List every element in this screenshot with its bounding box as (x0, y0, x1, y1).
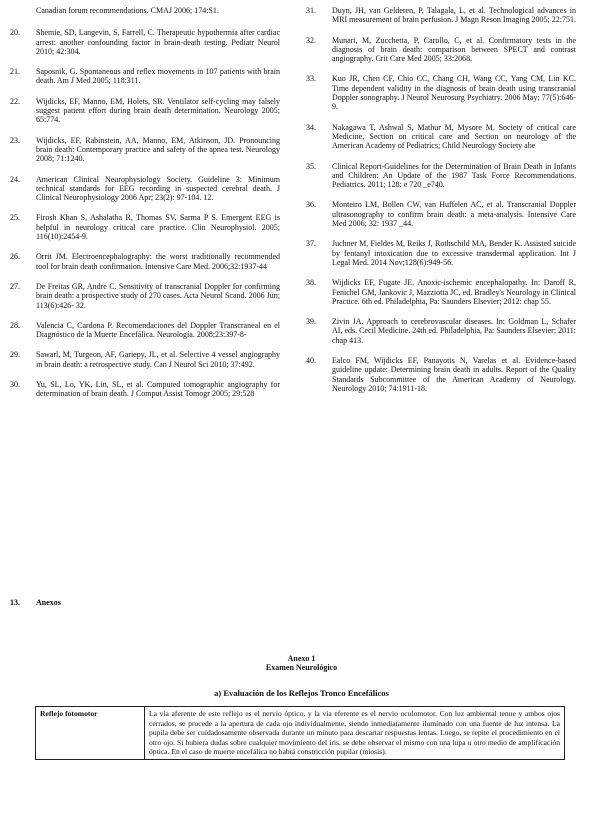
reference-item (10, 282, 280, 310)
reference-item (10, 213, 280, 241)
reference-item (306, 317, 576, 345)
reference-number: 34. (306, 122, 316, 132)
reference-number: 31. (306, 6, 316, 15)
reference-number: 21. (10, 67, 20, 77)
reference-text: Saposnik, G. Spontaneous and reflex movements in 107 patients with brain death. Am J Med 2005; 118:311. (36, 67, 280, 86)
reference-item (306, 162, 576, 190)
reference-number: 29. (10, 350, 20, 360)
reference-text: Orrit JM. Electroencephalography: the worst traditionally recommended tool for brain death confirmation. Intensive Care Med. 2006;32:1937-44 (36, 252, 280, 271)
reference-text: Shemie, SD, Langevin, S, Farrell, C. Therapeutic hypothermia after cardiac arrest: another confounding factor in brain-death testing. Pediatr Neurol 2010; 42:304. (36, 28, 280, 56)
reference-item (10, 321, 280, 340)
references-right-column (306, 6, 576, 404)
reference-number: 36. (306, 200, 316, 210)
reference-text: Clinical Report-Guidelines for the Determination of Brain Death in Infants and Children: An Update of the 1987 Task Force Recommendations. Pediatrics. 2011; 128: e 720 _e740. (332, 161, 576, 190)
reference-text: Nakagawa T, Ashwal S, Mathur M, Mysore M. Society of critical care Medicine, Section on critical care and Section on neurology of the American Academy of Pediatrics; Child Neurology Society abe (332, 122, 576, 151)
reference-number: 37. (306, 239, 316, 249)
reference-number: 26. (10, 252, 20, 262)
reference-number: 32. (306, 35, 316, 45)
reference-text: Monteiro LM, Bollen CW, van Huffelen AC, et al. Transcranial Doppler ultrasonography to confirm brain death: a meta-analysis. Intensive Care Med 2006; 32: 1937 _44. (332, 200, 576, 229)
reference-number: 27. (10, 281, 20, 291)
reference-text: American Clinical Neurophysiology Society. Guideline 3: Minimum technical standards for EEG recording in suspected cerebral death. J Clinical Neurophysiology 2006 Apr; 23(2): 97-104. 12. (36, 174, 280, 203)
reference-number: 40. (306, 356, 316, 366)
reference-text: Zivin JA. Approach to cerebrovascular diseases. In: Goldman L, Schafer AI, eds. Cecil Medicine. 24th ed. Philadelphia, Pa: Saunders Elsevier; 2011: chap 413. (332, 317, 576, 345)
reference-text: De Freitas GR, Andre C. Sensitivity of transcranial Doppler for confirming brain death: a prospective study of 270 cases. Acta Neurol Scand. 2006 Jun; 113(6):426- 32. (36, 281, 280, 310)
reference-item (306, 200, 576, 228)
reference-item (306, 36, 576, 64)
reference-item (10, 97, 280, 125)
reference-number: 28. (10, 320, 20, 330)
reference-item (10, 136, 280, 164)
reference-number: 30. (10, 380, 20, 390)
annex-title: Anexo 1 (287, 654, 316, 663)
reference-item (306, 356, 576, 393)
reference-number: 35. (306, 161, 316, 171)
reference-item (10, 252, 280, 271)
reference-item (306, 6, 576, 25)
reference-text: Wijdicks EF, Fugate JE. Anoxic-ischemic encephalopathy. In: Daroff R, Fenichel GM, Jankovic J, Mazziotta JC, ed. Bradley's Neurology in Clinical Practice. 6th ed. Philadelphia, Pa: Saunders Elsevier; 2012: chap 55. (332, 278, 576, 306)
section-title: Anexos (36, 598, 61, 607)
reference-item (10, 28, 280, 56)
reference-item (306, 239, 576, 267)
reference-number: 24. (10, 174, 20, 184)
reference-number: 33. (306, 74, 316, 84)
reference-number: 39. (306, 317, 316, 327)
reference-number: 25. (10, 213, 20, 223)
table-row (36, 707, 565, 760)
reference-item (10, 380, 280, 399)
reference-number: 20. (10, 28, 20, 38)
reference-number: 38. (306, 278, 316, 288)
reference-text: Kuo JR, Chen CF, Chio CC, Chang CH, Wang CC, Yang CM, Lin KC. Time dependent validity in the diagnosis of brain death using transcranial Doppler sonography. J Neurol Neurosurg Psychiatry. 2006 May; 77(5):646-9. (332, 74, 576, 112)
section-number: 13. (10, 598, 20, 607)
table-row-label: Reflejo fotomotor (36, 707, 145, 760)
reference-text: Ealco FM, Wijdicks EF, Panayotis N, Varelas et al. Evidence-based guideline update: Determining brain death in adults. Report of the Quality Standards Subcommittee of the American Academy of Neurology. Neurology 2010; 74:1911-18. (332, 356, 576, 393)
reference-item (10, 350, 280, 369)
table-row-description: La vía aferente de este reflejo es el nervio óptico, y la vía eferente es el nervio oculomotor. Con luz ambiental tenue y ambos ojos cerrados, se procede a la apertura de cada ojo individualmente, siendo inmediatamente iluminado con una fuente de luz intensa. La pupila debe ser cuidadosamente observada durante un minuto para descartar respuestas lentas. Luego, se repite el procedimiento en el otro ojo. Si hubiera dudas sobre cualquier movimiento del iris, se debe observar el mismo con una lupa u otro medio de amplificación óptica. En el caso de muerte encefálica no habrá constricción pupilar (miosis). (145, 707, 565, 760)
reference-text: Juchner M, Fieldes M, Reiks J, Rothschild MA, Bender K. Assisted suicide by fentanyl intoxication due to excessive transdermal application. Int J Legal Med. 2014 Nov;128(6):949-56. (332, 239, 576, 267)
reference-text: Wijdicks, EF, Rabinstein, AA, Manno, EM, Atkinson, JD. Pronouncing brain death: Contemporary practice and safety of the apnea test. Neurology 2008; 71:1240. (36, 135, 280, 164)
reference-item (10, 175, 280, 203)
reference-text: Sawarl, M, Turgeon, AF, Gariepy, JL, et al. Selective 4 vessel angiography in brain death: a retrospective study. Can J Neurol Sci 2010; 37:492. (36, 350, 280, 369)
reference-item (306, 278, 576, 306)
reference-number: 23. (10, 135, 20, 145)
reference-item (306, 123, 576, 151)
annex-subheading: a) Evaluación de los Reflejos Tronco Encefálicos (214, 688, 389, 698)
reference-text: Duyn, JH, van Gelderen, P, Talagala, L, et al. Technological advances in MRI measurement of brain perfusion. J Magn Reson Imaging 2005; 22:751. (332, 6, 576, 25)
annex-heading: Examen Neurológico (265, 663, 338, 672)
reference-text: Firosh Khan S, Ashalatha R, Thomas SV, Sarma P S. Emergent EEG is helpful in neurology critical care practice. Clin Neurophysiol. 2005; 116(10):2454-9. (36, 213, 280, 242)
reference-item (306, 74, 576, 111)
section-heading (10, 598, 61, 607)
reference-text: Valencia C, Cardona P. Recomendaciones del Doppler Transcraneal en el Diagnóstico de la Muerte Encefálica. Neurología. 2008;23:397-8- (36, 320, 280, 340)
reference-continuation: Canadian forum recommendations. CMAJ 2006; 174:S1. (36, 6, 219, 15)
references-left-column (10, 6, 280, 410)
reference-text: Munari, M, Zucchetta, P, Carollo, C, et al. Confirmatory tests in the diagnosis of brain death: comparison between SPECT and contrast angiography. Crit Care Med 2005; 33:2068. (332, 35, 576, 64)
reference-text: Wijdicks, EF, Manno, EM, Holets, SR. Ventilator self-cycling may falsely suggest patient effort during brain death determination. Neurology 2005; 65:774. (36, 96, 280, 125)
reference-item (10, 67, 280, 86)
reference-text: Yu, SL, Lo, YK, Lin, SL, et al. Computed tomographic angiography for determination of brain death. J Comput Assist Tomogr 2005; 29:528 (36, 380, 280, 399)
reflex-table (35, 706, 565, 760)
reference-number: 22. (10, 96, 20, 106)
